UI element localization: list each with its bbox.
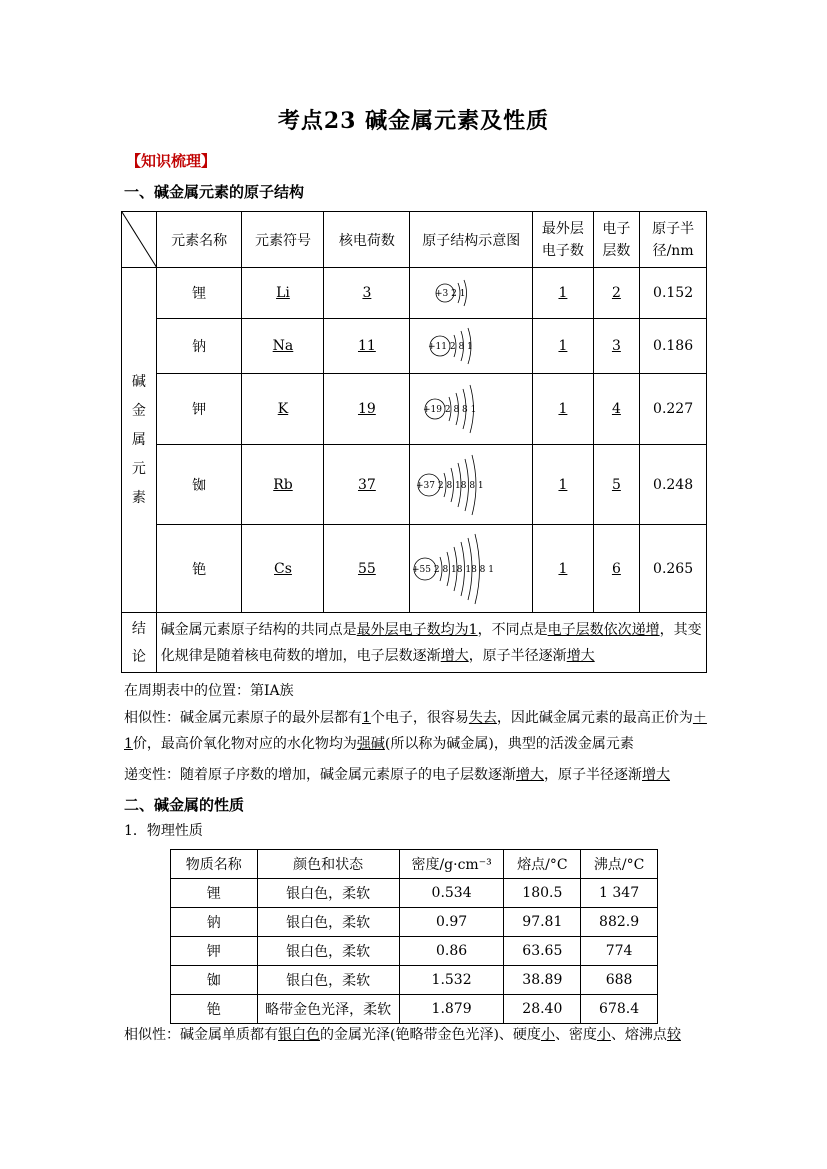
- answer-blank: ＋1: [124, 710, 707, 752]
- atom-diagram: [410, 445, 533, 525]
- atomic-radius: 0.227: [640, 374, 707, 445]
- header-name: 元素名称: [156, 212, 242, 268]
- group-label-text: 碱金属元素: [131, 373, 146, 506]
- header-diagram: 原子结构示意图: [410, 212, 533, 268]
- atom-diagram: [410, 268, 533, 319]
- boiling-point: 1 347: [581, 879, 658, 908]
- conclusion-part: ，原子半径逐渐: [468, 647, 567, 664]
- header-symbol: 元素符号: [242, 212, 324, 268]
- text-part: ，原子半径逐渐: [544, 767, 642, 783]
- text-part: (所以称为碱金属)，典型的活泼金属元素: [384, 736, 634, 752]
- header-layers: 电子层数: [593, 212, 640, 268]
- density: 0.534: [399, 879, 504, 908]
- element-symbol: K: [242, 374, 324, 445]
- element-name: 钠: [156, 319, 242, 374]
- element-symbol: Na: [242, 319, 324, 374]
- atom-diagram-na: [426, 324, 516, 368]
- density: 0.86: [399, 937, 504, 966]
- header-outer-electrons: 最外层电子数: [533, 212, 593, 268]
- page-title: 考点23 碱金属元素及性质: [277, 108, 550, 134]
- atomic-structure-table: [121, 211, 707, 673]
- boiling-point: 678.4: [581, 995, 658, 1024]
- conclusion-answer: 增大: [440, 647, 469, 664]
- melting-point: 38.89: [504, 966, 581, 995]
- element-name: 锂: [156, 268, 242, 319]
- physical-properties-table: [170, 849, 658, 1024]
- element-charge: 19: [324, 374, 410, 445]
- conclusion-part: ，不同点是: [477, 621, 548, 638]
- density: 1.879: [399, 995, 504, 1024]
- knowledge-tag: 【知识梳理】: [126, 152, 217, 170]
- outer-electrons: 1: [533, 319, 593, 374]
- conclusion-part: 碱金属元素原子结构的共同点是: [160, 621, 357, 638]
- element-symbol: Cs: [242, 525, 324, 613]
- atom-diagram-k: [421, 381, 521, 437]
- answer-blank: 增大: [642, 767, 670, 783]
- answer-blank: 强碱: [356, 736, 385, 752]
- conclusion-text: [156, 613, 706, 673]
- similarity-paragraph: [124, 705, 714, 757]
- conclusion-part: ，其变化规律是随着核电荷数的增加，电子层数逐渐: [160, 621, 702, 664]
- section-heading-1: 一、碱金属元素的原子结构: [124, 183, 305, 201]
- atom-diagram-cs-text: +55 2 8 18 18 8 1: [412, 564, 495, 575]
- conclusion-answer: 最外层电子数均为1: [356, 621, 478, 638]
- substance-name: 锂: [171, 879, 258, 908]
- element-symbol: Li: [242, 268, 324, 319]
- diagonal-header-cell: [122, 212, 157, 268]
- substance-name: 铷: [171, 966, 258, 995]
- answer-blank: 小: [596, 1027, 611, 1043]
- atom-diagram: [410, 525, 533, 613]
- appearance: 略带金色光泽，柔软: [257, 995, 399, 1024]
- text-part: 、熔沸点: [610, 1027, 667, 1043]
- outer-electrons: 1: [533, 525, 593, 613]
- layer-count: 3: [593, 319, 640, 374]
- physical-similarity-paragraph: [124, 1022, 714, 1048]
- atomic-radius: 0.186: [640, 319, 707, 374]
- text-part: 价，最高价氧化物对应的水化物均为: [132, 736, 357, 752]
- element-charge: 11: [324, 319, 410, 374]
- atomic-radius: 0.152: [640, 268, 707, 319]
- layer-count: 6: [593, 525, 640, 613]
- answer-blank: 小: [540, 1027, 555, 1043]
- header-substance: 物质名称: [171, 850, 258, 879]
- boiling-point: 774: [581, 937, 658, 966]
- layer-count: 5: [593, 445, 640, 525]
- answer-blank: 失去: [468, 710, 497, 726]
- conclusion-label-text: 结论: [131, 620, 146, 665]
- boiling-point: 688: [581, 966, 658, 995]
- layer-count: 2: [593, 268, 640, 319]
- text-part: 、密度: [554, 1027, 597, 1043]
- subsection-physical: 1．物理性质: [124, 823, 203, 839]
- atom-diagram-rb: [415, 450, 527, 520]
- text-part: 的金属光泽(铯略带金色光泽)、硬度: [320, 1027, 541, 1043]
- header-charge: 核电荷数: [324, 212, 410, 268]
- appearance: 银白色，柔软: [257, 937, 399, 966]
- element-name: 钾: [156, 374, 242, 445]
- header-radius: 原子半径/nm: [640, 212, 707, 268]
- melting-point: 97.81: [504, 908, 581, 937]
- header-boiling: 沸点/°C: [581, 850, 658, 879]
- density: 1.532: [399, 966, 504, 995]
- appearance: 银白色，柔软: [257, 879, 399, 908]
- appearance: 银白色，柔软: [257, 966, 399, 995]
- element-name: 铯: [156, 525, 242, 613]
- section-heading-2: 二、碱金属的性质: [124, 796, 245, 814]
- text-part: 个电子，很容易: [370, 710, 469, 726]
- substance-name: 铯: [171, 995, 258, 1024]
- atom-diagram-li-text: +3 2 1: [435, 289, 466, 299]
- atom-diagram: [410, 319, 533, 374]
- conclusion-answer: 电子层数依次递增: [547, 621, 660, 638]
- group-label: [122, 268, 157, 613]
- header-density: 密度/g·cm⁻³: [399, 850, 504, 879]
- text-part: 相似性：碱金属元素原子的最外层都有: [124, 710, 362, 726]
- atomic-radius: 0.248: [640, 445, 707, 525]
- element-charge: 3: [324, 268, 410, 319]
- substance-name: 钠: [171, 908, 258, 937]
- atom-diagram-na-text: +11 2 8 1: [428, 342, 474, 352]
- layer-count: 4: [593, 374, 640, 445]
- answer-blank: 1: [362, 710, 371, 726]
- conclusion-answer: 增大: [566, 647, 595, 664]
- appearance: 银白色，柔软: [257, 908, 399, 937]
- atom-diagram-li: [431, 275, 511, 311]
- conclusion-label: [122, 613, 157, 673]
- element-charge: 37: [324, 445, 410, 525]
- atomic-radius: 0.265: [640, 525, 707, 613]
- element-symbol: Rb: [242, 445, 324, 525]
- text-part: 递变性：随着原子序数的增加，碱金属元素原子的电子层数逐渐: [124, 767, 516, 783]
- outer-electrons: 1: [533, 445, 593, 525]
- outer-electrons: 1: [533, 374, 593, 445]
- melting-point: 63.65: [504, 937, 581, 966]
- density: 0.97: [399, 908, 504, 937]
- atom-diagram-cs: [412, 529, 530, 609]
- substance-name: 钾: [171, 937, 258, 966]
- header-appearance: 颜色和状态: [257, 850, 399, 879]
- melting-point: 28.40: [504, 995, 581, 1024]
- boiling-point: 882.9: [581, 908, 658, 937]
- element-charge: 55: [324, 525, 410, 613]
- answer-blank: 增大: [516, 767, 544, 783]
- atom-diagram-k-text: +19 2 8 8 1: [423, 405, 477, 415]
- gradient-paragraph: [124, 762, 714, 788]
- atom-diagram-rb-text: +37 2 8 18 8 1: [416, 480, 484, 491]
- header-melting: 熔点/°C: [504, 850, 581, 879]
- answer-blank: 银白色: [278, 1027, 320, 1043]
- diagonal-line: [122, 212, 157, 268]
- text-part: ，因此碱金属元素的最高正价为: [496, 710, 693, 726]
- outer-electrons: 1: [533, 268, 593, 319]
- position-text: 在周期表中的位置：第IA族: [124, 683, 294, 699]
- element-name: 铷: [156, 445, 242, 525]
- melting-point: 180.5: [504, 879, 581, 908]
- atom-diagram: [410, 374, 533, 445]
- text-part: 相似性：碱金属单质都有: [124, 1027, 278, 1043]
- answer-blank: 较: [666, 1027, 681, 1043]
